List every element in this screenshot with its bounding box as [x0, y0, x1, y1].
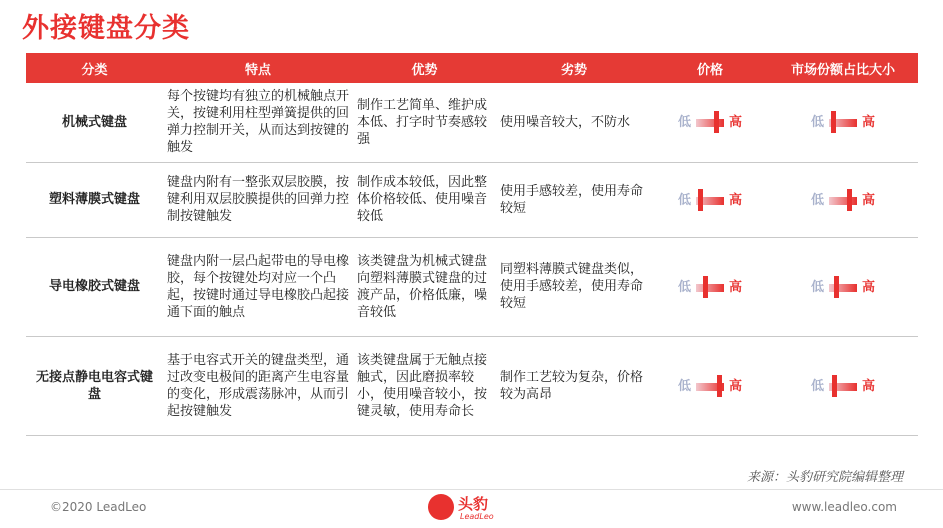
- price-gauge-cell: [652, 83, 768, 162]
- header-feature: 特点: [163, 53, 353, 83]
- table-row: [26, 336, 918, 435]
- gauge-marker: [847, 189, 852, 211]
- gauge-high-label: 高: [861, 378, 875, 394]
- gauge-marker: [832, 375, 837, 397]
- row-advantage: 制作工艺简单、维护成本低、打字时节奏感较强: [353, 83, 496, 162]
- gauge-high-label: 高: [861, 192, 875, 208]
- gauge-high-label: 高: [728, 115, 742, 131]
- header-advantage: 优势: [353, 53, 496, 83]
- gauge-low-label: 低: [811, 115, 825, 131]
- share-gauge-cell: [768, 83, 918, 162]
- gauge-marker: [698, 189, 703, 211]
- price-gauge-cell: [652, 162, 768, 237]
- logo-text: 头豹: [458, 495, 489, 513]
- header-price: 价格: [652, 53, 768, 83]
- row-disadvantage: 同塑料薄膜式键盘类似，使用手感较差，使用寿命较短: [496, 237, 652, 336]
- row-feature: 键盘内附一层凸起带电的导电橡胶，每个按键处均对应一个凸起，按键时通过导电橡胶凸起接通下面的触点: [163, 237, 353, 336]
- price-gauge: [678, 375, 742, 397]
- price-gauge: [678, 276, 742, 298]
- gauge-low-label: 低: [811, 279, 825, 295]
- gauge-low-label: 低: [678, 115, 692, 131]
- table-row: [26, 162, 918, 237]
- gauge-marker: [831, 111, 836, 133]
- gauge-low-label: 低: [811, 378, 825, 394]
- gauge-low-label: 低: [678, 279, 692, 295]
- row-category: 塑料薄膜式键盘: [26, 162, 163, 237]
- gauge-marker: [714, 111, 719, 133]
- row-category: 机械式键盘: [26, 83, 163, 162]
- share-gauge-cell: [768, 336, 918, 435]
- price-gauge: [678, 189, 742, 211]
- gauge-low-label: 低: [678, 378, 692, 394]
- header-category: 分类: [26, 53, 163, 83]
- gauge-track: [696, 284, 724, 292]
- leopard-logo-icon: [428, 494, 454, 520]
- share-gauge-cell: [768, 237, 918, 336]
- price-gauge-cell: [652, 237, 768, 336]
- row-disadvantage: 使用手感较差，使用寿命较短: [496, 162, 652, 237]
- keyboard-classification-table: [26, 53, 918, 436]
- gauge-marker: [703, 276, 708, 298]
- gauge-low-label: 低: [678, 192, 692, 208]
- price-gauge-cell: [652, 336, 768, 435]
- share-gauge: [811, 276, 875, 298]
- share-gauge: [811, 375, 875, 397]
- leadleo-logo: [428, 490, 518, 528]
- header-disadvantage: 劣势: [496, 53, 652, 83]
- source-note: 来源：头豹研究院编辑整理: [746, 470, 903, 485]
- gauge-low-label: 低: [811, 192, 825, 208]
- share-gauge: [811, 189, 875, 211]
- gauge-high-label: 高: [861, 115, 875, 131]
- row-disadvantage: 使用噪音较大，不防水: [496, 83, 652, 162]
- row-feature: 每个按键均有独立的机械触点开关，按键利用柱型弹簧提供的回弹力控制开关，从而达到按键的触发: [163, 83, 353, 162]
- table-header-row: [26, 53, 918, 83]
- price-gauge: [678, 111, 742, 133]
- row-category: 导电橡胶式键盘: [26, 237, 163, 336]
- gauge-high-label: 高: [728, 279, 742, 295]
- website-url: www.leadleo.com: [791, 500, 897, 514]
- row-advantage: 该类键盘为机械式键盘向塑料薄膜式键盘的过渡产品，价格低廉，噪音较低: [353, 237, 496, 336]
- gauge-track: [696, 119, 724, 127]
- share-gauge: [811, 111, 875, 133]
- row-feature: 键盘内附有一整张双层胶膜，按键利用双层胶膜提供的回弹力控制按键触发: [163, 162, 353, 237]
- table-row: [26, 83, 918, 162]
- row-advantage: 该类键盘属于无触点接触式，因此磨损率较小，使用噪音较小，按键灵敏，使用寿命长: [353, 336, 496, 435]
- gauge-high-label: 高: [861, 279, 875, 295]
- share-gauge-cell: [768, 162, 918, 237]
- row-category: 无接点静电电容式键盘: [26, 336, 163, 435]
- logo-subtext: LeadLeo: [460, 512, 494, 521]
- row-advantage: 制作成本较低，因此整体价格较低、使用噪音较低: [353, 162, 496, 237]
- gauge-track: [829, 197, 857, 205]
- gauge-high-label: 高: [728, 192, 742, 208]
- page-title: 外接键盘分类: [22, 13, 190, 44]
- gauge-marker: [717, 375, 722, 397]
- header-market-share: 市场份额占比大小: [768, 53, 918, 83]
- row-feature: 基于电容式开关的键盘类型，通过改变电极间的距离产生电容量的变化，形成震荡脉冲，从而引起按键触发: [163, 336, 353, 435]
- gauge-marker: [834, 276, 839, 298]
- gauge-high-label: 高: [728, 378, 742, 394]
- row-disadvantage: 制作工艺较为复杂，价格较为高昂: [496, 336, 652, 435]
- copyright: ©2020 LeadLeo: [50, 500, 147, 514]
- table-row: [26, 237, 918, 336]
